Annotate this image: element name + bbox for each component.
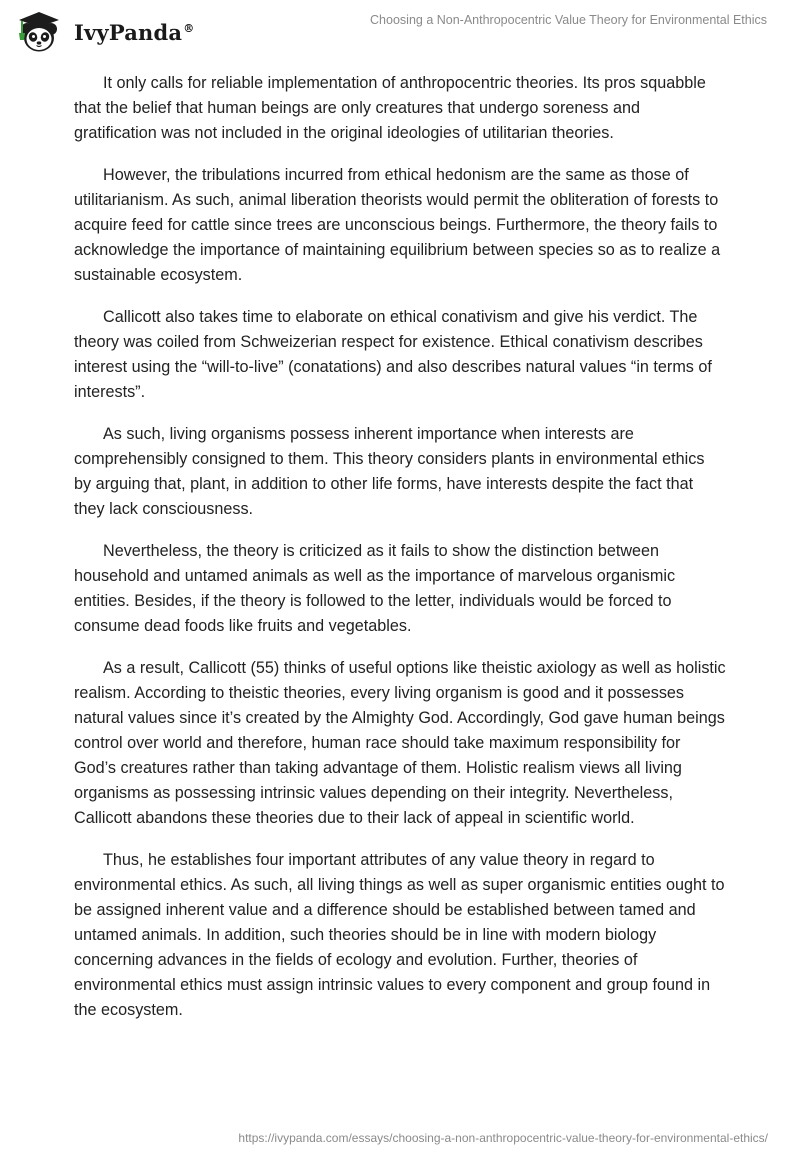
- paragraph-6: As a result, Callicott (55) thinks of useful options like theistic axiology as well as holistic realism. According to theistic theories, every living organism is good and it possesses natural values since it’s created by the Almighty God. Accordingly, God gave human beings control over world and therefore, human race should take maximum responsibility for God’s creatures rather than taking advantage of them. Holistic realism views all living organisms as possessing intrinsic values depending on their integrity. Nevertheless, Callicott abandons these theories due to their lack of appeal in scientific world.: [74, 659, 726, 827]
- paragraph-7: Thus, he establishes four important attributes of any value theory in regard to environmental ethics. As such, all living things as well as super organismic entities ought to be assigned inherent value and a difference should be established between tamed and untamed animals. In addition, such theories should be in line with modern biology concerning advances in the fields of ecology and evolution. Further, theories of environmental ethics must assign intrinsic values to every component and group found in the ecosystem.: [74, 851, 725, 1019]
- brand-name: IvyPanda: [74, 19, 183, 45]
- logo-wordmark: [74, 20, 194, 45]
- panda-graduation-cap-icon: [14, 10, 66, 54]
- paragraph-5: Nevertheless, the theory is criticized as it fails to show the distinction between household and untamed animals as well as the importance of marvelous organismic entities. Besides, if the theory is followed to the letter, individuals would be forced to consume dead foods like fruits and vegetables.: [74, 542, 676, 635]
- essay-body: [74, 71, 726, 1040]
- source-url-link[interactable]: https://ivypanda.com/essays/choosing-a-non-anthropocentric-value-theory-for-environmental-ethics/: [238, 1131, 768, 1145]
- document-title: Choosing a Non-Anthropocentric Value Theory for Environmental Ethics: [370, 13, 767, 27]
- paragraph-1: It only calls for reliable implementation of anthropocentric theories. Its pros squabble that the belief that human beings are only creatures that undergo soreness and gratification was not included in the original ideologies of utilitarian theories.: [74, 74, 706, 142]
- registered-mark: ®: [183, 21, 195, 35]
- paragraph-2: However, the tribulations incurred from ethical hedonism are the same as those of utilitarianism. As such, animal liberation theorists would permit the obliteration of forests to acquire feed for cattle since trees are unconscious beings. Furthermore, the theory fails to acknowledge the importance of maintaining equilibrium between species so as to realize a sustainable ecosystem.: [74, 166, 721, 284]
- page-header: [0, 0, 800, 64]
- paragraph-4: As such, living organisms possess inherent importance when interests are comprehensibly consigned to them. This theory considers plants in environmental ethics by arguing that, plant, in addition to other life forms, have interests despite the fact that they lack consciousness.: [74, 425, 705, 518]
- paragraph-3: Callicott also takes time to elaborate on ethical conativism and give his verdict. The theory was coiled from Schweizerian respect for existence. Ethical conativism describes interest using the “will-to-live” (conatations) and also describes natural values “in terms of interests”.: [74, 308, 712, 401]
- ivypanda-logo[interactable]: [14, 10, 194, 54]
